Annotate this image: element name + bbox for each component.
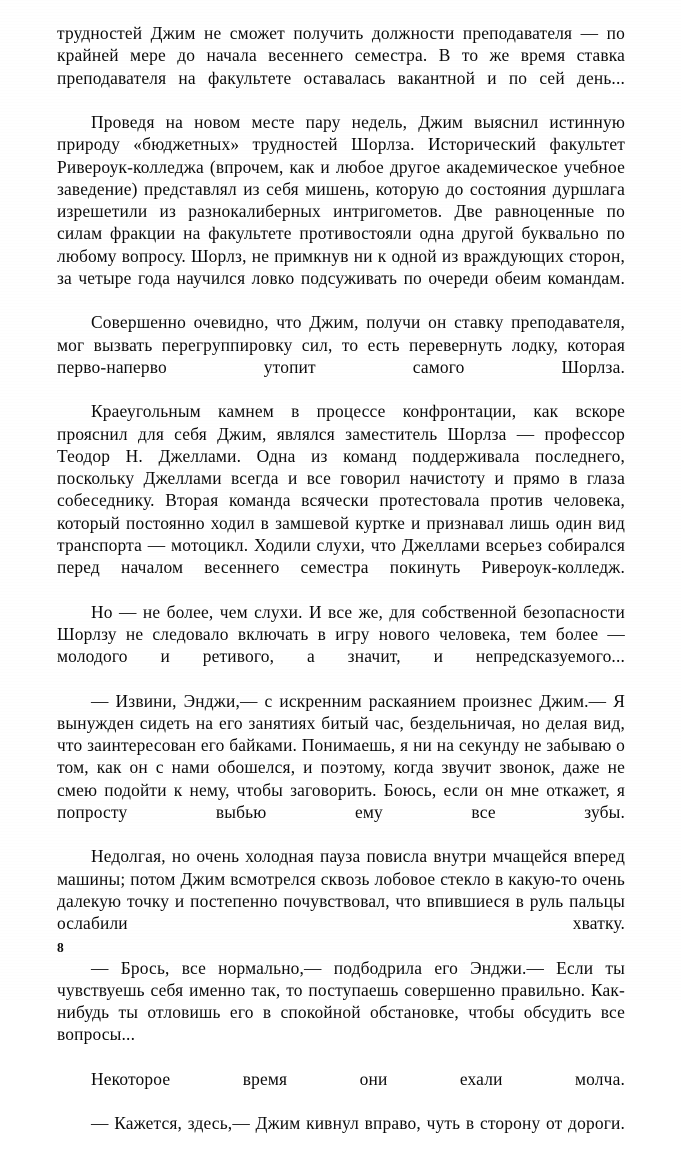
paragraph: Совершенно очевидно, что Джим, получи он ставку преподавателя, мог вызвать перегруппировку сил, то есть перевернуть лодку, которая перво-наперво утопит самого Шорлза. bbox=[57, 312, 625, 377]
paragraph: — Извини, Энджи,— с искренним раскаянием произнес Джим.— Я вынужден сидеть на его занятиях битый час, бездельничая, но делая вид, что заинтересован его байками. Понимаешь, я ни на секунду не забываю о том, как он с нами обошелся, и поэтому, когда звучит звонок, даже не смею подойти к нему, чтобы заговорить. Боюсь, если он мне откажет, я попросту выбью ему все зубы. bbox=[57, 690, 625, 822]
paragraph: Проведя на новом месте пару недель, Джим выяснил истинную природу «бюджетных» трудностей Шорлза. Исторический факультет Ривероук-колледжа (впрочем, как и любое другое академическое учебное заведение) представлял из себя мишень, которую до состояния дуршлага изрешетили из разнокалиберных интригометов. Две равноценные по силам фракции на факультете противостояли одна другой буквально по любому вопросу. Шорлз, не примкнув ни к одной из враждующих сторон, за четыре года научился ловко подсуживать по очереди обеим командам. bbox=[57, 112, 625, 288]
paragraph: Краеугольным камнем в процессе конфронтации, как вскоре прояснил для себя Джим, являлся заместитель Шорлза — профессор Теодор Н. Джеллами. Одна из команд поддерживала последнего, поскольку Джеллами всегда и все говорил начистоту и прямо в глаза собеседнику. Вторая команда всячески протестовала против человека, который постоянно ходил в замшевой куртке и признавал лишь один вид транспорта — мотоцикл. Ходили слухи, что Джеллами всерьез собирался перед началом весеннего семестра покинуть Ривероук-колледж. bbox=[57, 401, 625, 577]
paragraph: — Брось, все нормально,— подбодрила его Энджи.— Если ты чувствуешь себя именно так, то поступаешь совершенно правильно. Как-нибудь ты отловишь его в спокойной обстановке, чтобы обсудить все вопросы... bbox=[57, 957, 625, 1045]
body-text-column bbox=[57, 22, 625, 1157]
paragraph: Но — не более, чем слухи. И все же, для собственной безопасности Шорлзу не следовало включать в игру нового человека, тем более — молодого и ретивого, а значит, и непредсказуемого... bbox=[57, 601, 625, 666]
paragraph: — Кажется, здесь,— Джим кивнул вправо, чуть в сторону от дороги. bbox=[91, 1113, 625, 1134]
paragraph: Недолгая, но очень холодная пауза повисла внутри мчащейся вперед машины; потом Джим всмотрелся сквозь лобовое стекло в какую-то очень далекую точку и постепенно почувствовал, что впившиеся в руль пальцы ослабили хватку. bbox=[57, 846, 625, 933]
paragraph: Некоторое время они ехали молча. bbox=[91, 1068, 625, 1089]
paragraph: трудностей Джим не сможет получить должности преподавателя — по крайней мере до начала весеннего семестра. В то же время ставка преподавателя на факультете оставалась вакантной и по сей день... bbox=[57, 23, 625, 88]
page-number: 8 bbox=[57, 940, 64, 955]
